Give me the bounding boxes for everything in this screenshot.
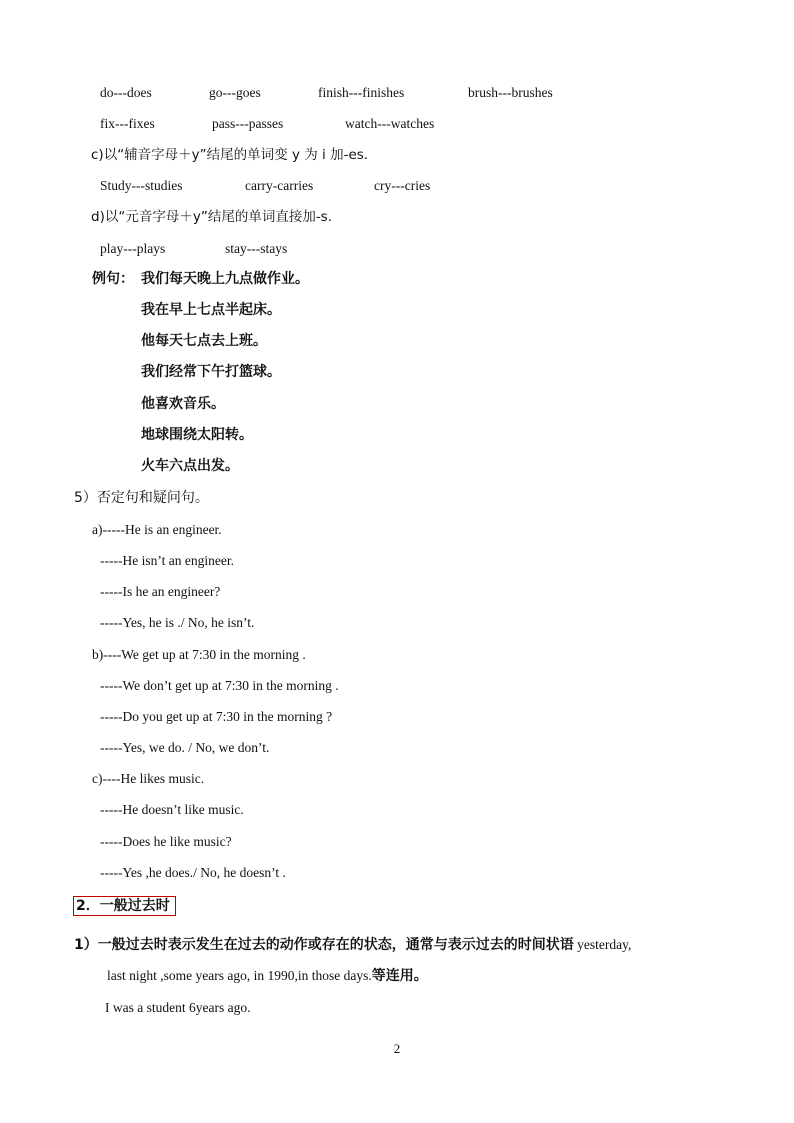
example-sentence: 我们每天晚上九点做作业。: [141, 271, 309, 287]
dialog-line: -----Is he an engineer?: [100, 584, 221, 599]
section-heading-text: 2．一般过去时: [73, 896, 176, 916]
point-1-text-zh: 1）一般过去时表示发生在过去的动作或存在的状态，通常与表示过去的时间状语: [74, 937, 574, 953]
page-number: 2: [393, 1041, 401, 1056]
rule-c-text: c)以“辅音字母＋y”结尾的单词变 y 为 i 加-es.: [91, 147, 369, 163]
point-1-line-1: [74, 936, 631, 954]
word-pair: stay---stays: [225, 241, 288, 256]
word-pair: brush---brushes: [468, 85, 553, 100]
word-pair: finish---finishes: [318, 85, 405, 100]
dialog-line: c)----He likes music.: [92, 771, 205, 786]
word-pair: watch---watches: [345, 116, 435, 131]
word-pair: cry---cries: [374, 178, 431, 193]
point-1-line-2: [107, 967, 428, 985]
point-1-text-en: yesterday,: [573, 937, 632, 952]
dialog-line: -----Yes ,he does./ No, he doesn’t .: [100, 865, 286, 880]
examples-label: 例句：: [92, 271, 134, 287]
example-sentence: 他喜欢音乐。: [141, 396, 225, 412]
dialog-line: -----Does he like music?: [100, 834, 232, 849]
example-sentence: 地球围绕太阳转。: [141, 427, 253, 443]
example-sentence: 我们经常下午打篮球。: [141, 364, 281, 380]
example-sentence: 我在早上七点半起床。: [141, 302, 281, 318]
dialog-line: -----Yes, he is ./ No, he isn’t.: [100, 615, 255, 630]
word-pair: go---goes: [209, 85, 261, 100]
point-1-time-phrases: last night ,some years ago, in 1990,in those days.: [107, 968, 372, 983]
word-pair: do---does: [100, 85, 152, 100]
dialog-line: -----We don’t get up at 7:30 in the morning .: [100, 678, 339, 693]
example-sentence: 火车六点出发。: [141, 458, 239, 474]
dialog-line: a)-----He is an engineer.: [92, 522, 222, 537]
section-5-title: 5）否定句和疑问句。: [74, 490, 209, 506]
word-pair: carry-carries: [245, 178, 314, 193]
word-pair: Study---studies: [100, 178, 183, 193]
word-pair: pass---passes: [212, 116, 284, 131]
word-pair: play---plays: [100, 241, 166, 256]
point-1-suffix-zh: 等连用。: [371, 968, 428, 984]
dialog-line: -----He isn’t an engineer.: [100, 553, 234, 568]
dialog-line: b)----We get up at 7:30 in the morning .: [92, 647, 306, 662]
example-sentence: 他每天七点去上班。: [141, 333, 267, 349]
rule-d-text: d)以“元音字母＋y”结尾的单词直接加-s.: [91, 209, 333, 225]
word-pair: fix---fixes: [100, 116, 155, 131]
example-sentence-past: I was a student 6years ago.: [105, 1000, 251, 1015]
dialog-line: -----Do you get up at 7:30 in the morning ?: [100, 709, 333, 724]
dialog-line: -----He doesn’t like music.: [100, 802, 244, 817]
dialog-line: -----Yes, we do. / No, we don’t.: [100, 740, 270, 755]
section-heading: [73, 897, 176, 915]
